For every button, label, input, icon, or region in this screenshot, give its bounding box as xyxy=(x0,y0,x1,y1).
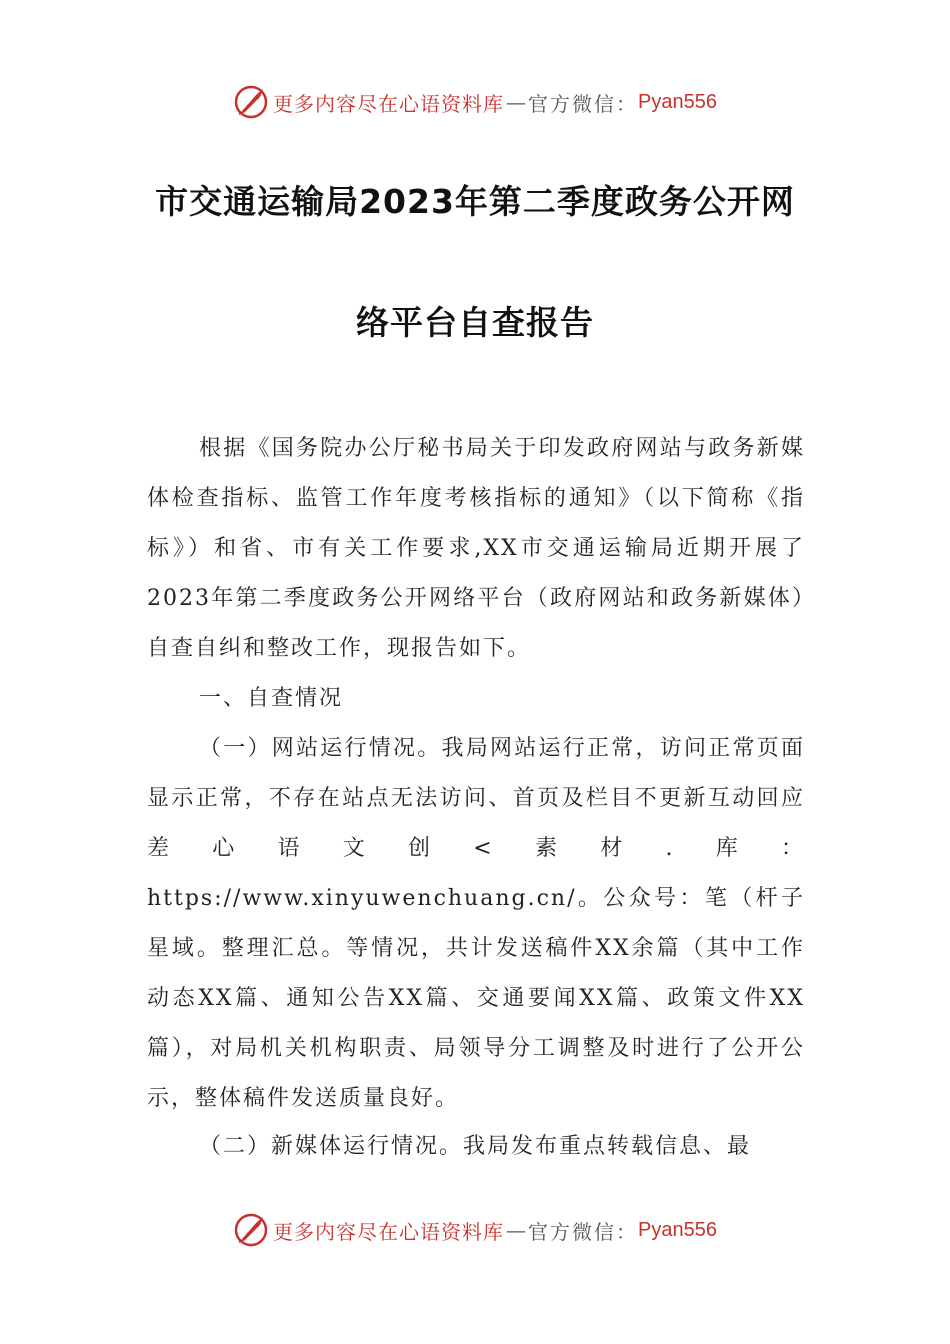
section-heading-self-check: 一、自查情况 xyxy=(199,686,344,711)
body-paragraph-website: （一）网站运行情况。我局网站运行正常，访问正常页面显示正常，不存在站点无法访问、首页及栏目不更新互动回应差心语文创<素材.库：https://www.xinyuwenchuang.cn/。公众号：笔（杆子星域。整理汇总。等情况，共计发送稿件XX余篇（其中工作动态XX篇、通知公告XX篇、交通要闻XX篇、政策文件XX篇），对局机关机构职责、局领导分工调整及时进行了公开公示，整体稿件发送质量良好。 xyxy=(147,736,805,1111)
watermark-dash: — xyxy=(506,1218,527,1242)
watermark-banner-top xyxy=(0,82,950,122)
watermark-dash: — xyxy=(506,90,527,114)
body-paragraph-new-media: （二）新媒体运行情况。我局发布重点转载信息、最 xyxy=(199,1134,752,1159)
watermark-brand: 更多内容尽在心语资料库 xyxy=(273,1219,505,1244)
quill-logo-icon xyxy=(233,1212,269,1248)
watermark-official-label: 官方微信： xyxy=(528,1219,639,1244)
document-title-line-1: 市交通运输局2023年第二季度政务公开网 xyxy=(155,182,795,221)
watermark-banner-bottom xyxy=(0,1210,950,1250)
document-title-line-2: 络平台自查报告 xyxy=(356,303,594,342)
watermark-official-label: 官方微信： xyxy=(528,91,639,116)
watermark-brand: 更多内容尽在心语资料库 xyxy=(273,91,505,116)
quill-logo-icon xyxy=(233,84,269,120)
body-paragraph-intro: 根据《国务院办公厅秘书局关于印发政府网站与政务新媒体检查指标、监管工作年度考核指标的通知》（以下简称《指标》）和省、市有关工作要求,XX市交通运输局近期开展了2023年第二季度政务公开网络平台（政府网站和政务新媒体）自查自纠和整改工作，现报告如下。 xyxy=(147,436,805,661)
watermark-wechat-id: Pyan556 xyxy=(638,90,717,113)
watermark-wechat-id: Pyan556 xyxy=(638,1218,717,1241)
